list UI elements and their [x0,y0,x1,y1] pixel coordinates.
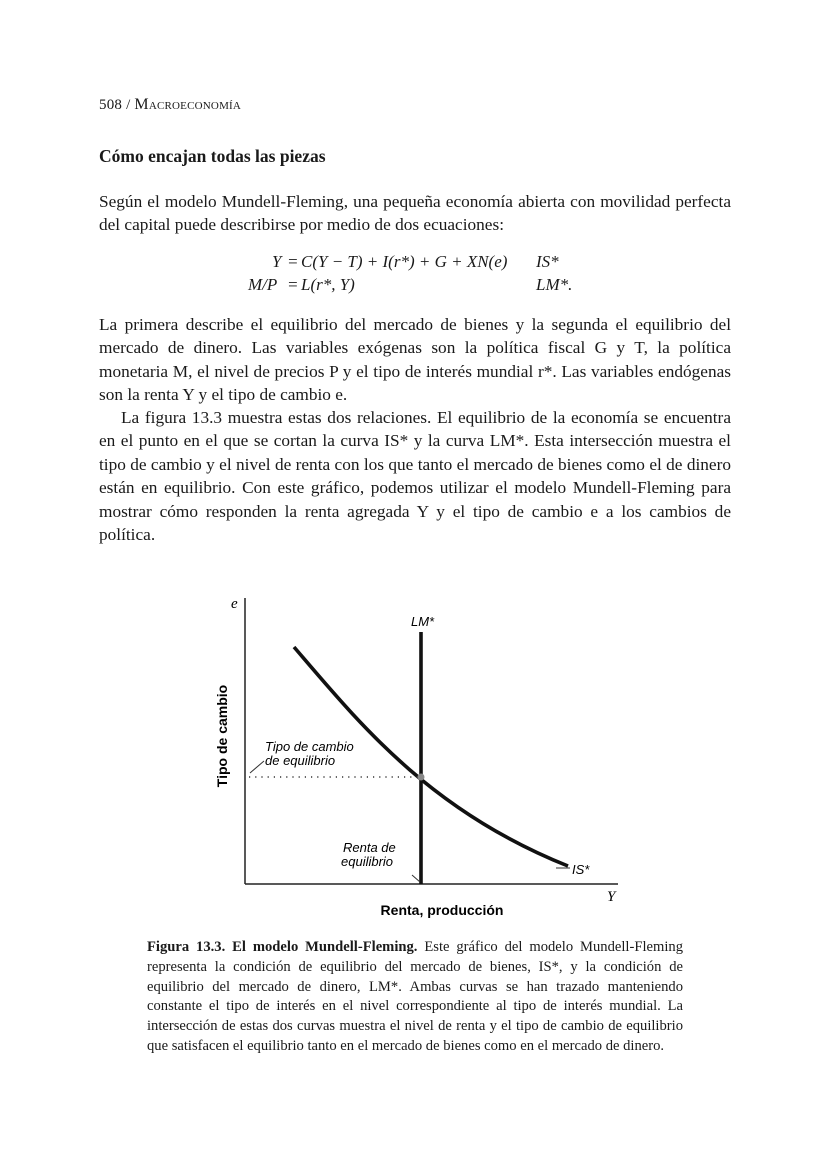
y-axis-label: Tipo de cambio [214,684,230,788]
x-axis-symbol: Y [607,889,616,905]
section-title: Cómo encajan todas las piezas [99,146,326,166]
equilibrium-income-pointer [412,875,420,882]
lm-label: LM* [411,614,435,629]
equation-is-label: IS* [536,252,559,271]
paragraph-1: La primera describe el equilibrio del mercado de bienes y la segunda el equilibrio del mercado de dinero. Las variables exógenas son la política fiscal G y T, la política monetaria M, el nivel de precios P y el tipo de interés mundial r*. Las variables endógenas son la renta Y y el tipo de cambio e. [99,315,731,405]
running-title: Macroeconomía [134,96,242,113]
caption-label: Figura 13.3. El modelo Mundell-Fleming. [147,939,418,955]
equilibrium-rate-label-line2: de equilibrio [265,753,336,768]
equilibrium-rate-pointer [250,761,264,773]
caption-text: Este gráfico del modelo Mundell-Fleming representa la condición de equilibrio del mercado de bienes, IS*, y la condición de equilibrio del mercado de dinero, LM*. Ambas curvas se han trazado manteniendo constante el tipo de interés en el nivel correspondiente al tipo de interés mundial. La intersección de estas dos curvas muestra el nivel de renta y el tipo de cambio de equilibrio que satisfacen el equilibrio tanto en el mercado de bienes como en el mercado de dinero. [147,939,683,1054]
running-head [99,96,241,114]
equation-is-rhs: C(Y − T) + I(r*) + G + XN(e) [301,252,508,271]
is-label: IS* [572,862,590,877]
paragraph-2: La figura 13.3 muestra estas dos relaciones. El equilibrio de la economía se encuentra en el punto en el que se cortan la curva IS* y la curva LM*. Esta intersección muestra el tipo de cambio y el nivel de renta con los que tanto el mercado de bienes como el de dinero están en equilibrio. Con este gráfico, podemos utilizar el modelo Mundell-Fleming para mostrar cómo responden la renta agregada Y y el tipo de cambio e a los cambios de política. [99,408,731,545]
equilibrium-income-label-line1: Renta de [343,840,396,855]
equation-lm-equals: = [287,275,299,294]
y-axis-symbol: e [231,596,238,612]
intro-paragraph: Según el modelo Mundell-Fleming, una pequeña economía abierta con movilidad perfecta del capital puede describirse por medio de dos ecuaciones: [99,192,731,235]
equilibrium-rate-label-line1: Tipo de cambio [265,739,354,754]
equation-is-lhs: Y [272,252,282,271]
page-number: 508 [99,97,123,113]
figure-caption [147,938,683,1057]
mundell-fleming-figure [200,586,640,926]
equation-lm-label: LM*. [536,275,573,294]
equation-is [0,252,828,276]
x-axis-label: Renta, producción [380,902,504,918]
equilibrium-income-label-line2: equilibrio [341,854,394,869]
equation-lm-rhs: L(r*, Y) [301,275,355,294]
header-separator: / [126,97,131,113]
equation-is-equals: = [287,252,299,271]
equation-lm [0,275,828,299]
equation-lm-lhs: M/P [248,275,278,294]
equilibrium-point [418,774,425,781]
